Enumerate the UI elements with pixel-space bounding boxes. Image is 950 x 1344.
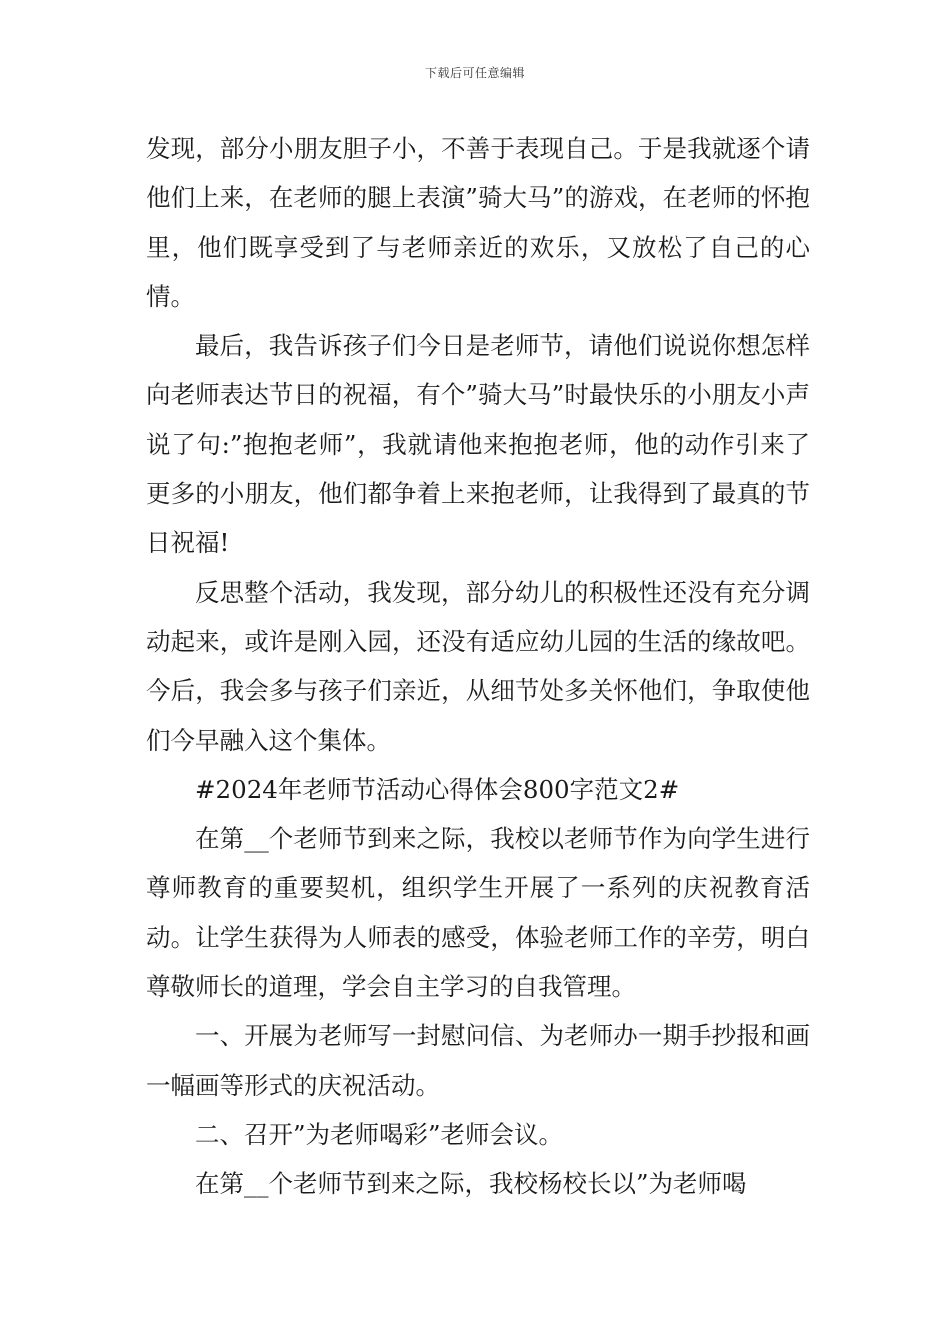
paragraph-continued: 发现，部分小朋友胆子小，不善于表现自己。于是我就逐个请他们上来，在老师的腿上表演”骑大马”的游戏，在老师的怀抱里，他们既享受到了与老师亲近的欢乐，又放松了自己的心情。 [146,134,810,311]
paragraph: 最后，我告诉孩子们今日是老师节，请他们说说你想怎样向老师表达节日的祝福，有个”骑大马”时最快乐的小朋友小声说了句:”抱抱老师”，我就请他来抱抱老师，他的动作引来了更多的小朋友，他们都争着上来抱老师，让我得到了最真的节日祝福! [146,331,810,558]
paragraph: 在第__个老师节到来之际，我校杨校长以”为老师喝 [195,1169,747,1199]
paragraph: 一、开展为老师写一封慰问信、为老师办一期手抄报和画一幅画等形式的庆祝活动。 [146,1021,810,1100]
paragraph: 在第__个老师节到来之际，我校以老师节作为向学生进行尊师教育的重要契机，组织学生开展了一系列的庆祝教育活动。让学生获得为人师表的感受，体验老师工作的辛劳，明白尊敬师长的道理，学会自主学习的自我管理。 [146,824,810,1002]
document-body [146,124,810,1209]
paragraph: 反思整个活动，我发现，部分幼儿的积极性还没有充分调动起来，或许是刚入园，还没有适应幼儿园的生活的缘故吧。今后，我会多与孩子们亲近，从细节处多关怀他们，争取使他们今早融入这个集体。 [146,577,810,755]
paragraph: 二、召开”为老师喝彩”老师会议。 [195,1119,564,1149]
page-header-note: 下载后可任意编辑 [424,66,525,80]
section-heading: #2024年老师节活动心得体会800字范文2# [195,774,680,804]
